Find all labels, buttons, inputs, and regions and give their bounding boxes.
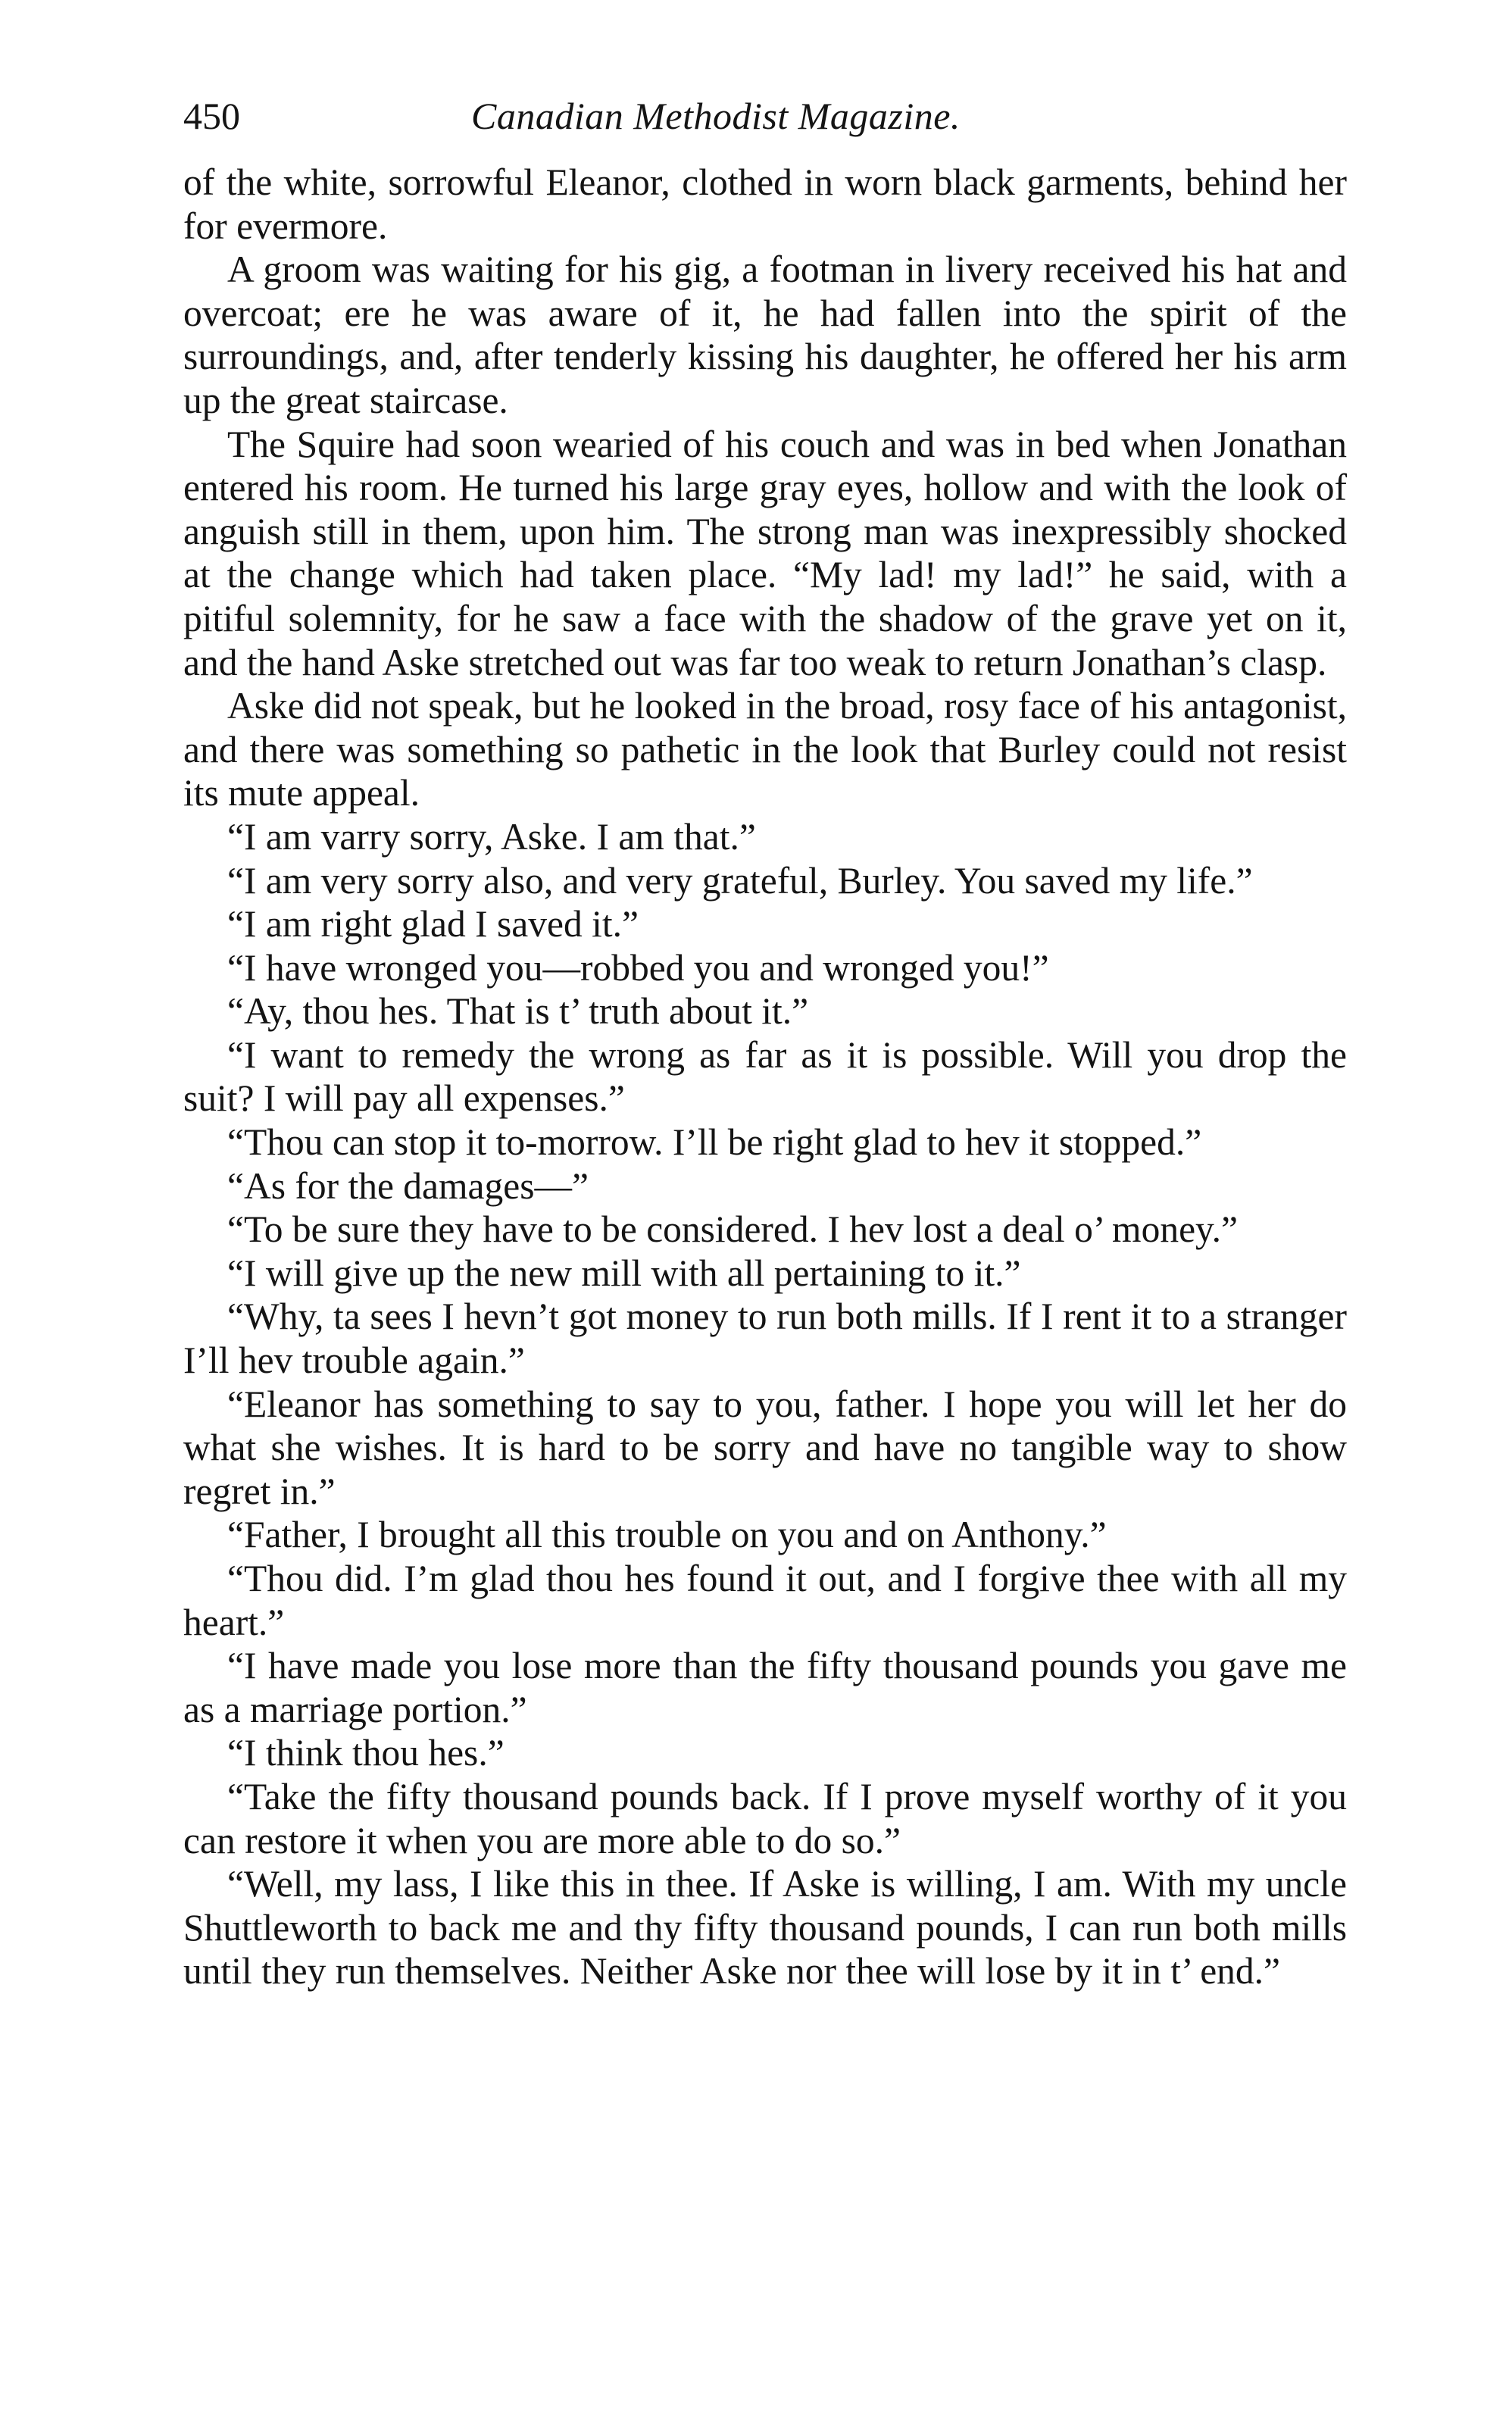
paragraph-continued: of the white, sorrowful Eleanor, clothed in worn black garments, behind her for evermore.: [183, 161, 1347, 247]
page-header: [183, 88, 1347, 144]
dialogue-line: “Why, ta sees I hevn’t got money to run both mills. If I rent it to a stranger I’ll hev trouble again.”: [183, 1296, 1347, 1382]
dialogue-line: “I have made you lose more than the fifty thousand pounds you gave me as a marriage portion.”: [183, 1645, 1347, 1730]
dialogue-line: “Thou did. I’m glad thou hes found it out, and I forgive thee with all my heart.”: [183, 1558, 1347, 1643]
dialogue-line: “Eleanor has something to say to you, father. I hope you will let her do what she wishes. It is hard to be sorry and have no tangible way to show regret in.”: [183, 1383, 1347, 1512]
book-page: [183, 88, 1347, 1993]
dialogue-line: “I think thou hes.”: [227, 1732, 505, 1774]
page-number: 450: [183, 95, 240, 137]
dialogue-line: “I want to remedy the wrong as far as it is possible. Will you drop the suit? I will pay all expenses.”: [183, 1033, 1347, 1120]
dialogue-line: “Well, my lass, I like this in thee. If Aske is willing, I am. With my uncle Shuttleworth to back me and thy fifty thousand pounds, I can run both mills until they run themselves. Neither Aske nor thee will lose by it in t’ end.”: [183, 1863, 1347, 1992]
dialogue-line: “To be sure they have to be considered. I hev lost a deal o’ money.”: [227, 1208, 1238, 1251]
paragraph: The Squire had soon wearied of his couch and was in bed when Jonathan entered his room. He turned his large gray eyes, hollow and with the look of anguish still in them, upon him. The strong man was inexpressibly shocked at the change which had taken place. “My lad! my lad!” he said, with a pitiful solemnity, for he saw a face with the shadow of the grave yet on it, and the hand Aske stretched out was far too weak to return Jonathan’s clasp.: [183, 423, 1347, 683]
paragraph: Aske did not speak, but he looked in the broad, rosy face of his antagonist, and there was something so pathetic in the look that Burley could not resist its mute appeal.: [183, 685, 1347, 814]
body-text: [183, 161, 1347, 1993]
paragraph: A groom was waiting for his gig, a footman in livery received his hat and overcoat; ere he was aware of it, he had fallen into the spirit of the surroundings, and, after tenderly kissing his daughter, he offered her his arm up the great staircase.: [183, 248, 1347, 421]
dialogue-line: “Ay, thou hes. That is t’ truth about it.”: [227, 990, 809, 1033]
dialogue-line: “I am varry sorry, Aske. I am that.”: [227, 815, 756, 858]
dialogue-line: “I am very sorry also, and very grateful, Burley. You saved my life.”: [227, 859, 1253, 902]
dialogue-line: “I am right glad I saved it.”: [227, 903, 639, 945]
dialogue-line: “Take the fifty thousand pounds back. If I prove myself worthy of it you can restore it when you are more able to do so.”: [183, 1775, 1347, 1861]
dialogue-line: “Thou can stop it to-morrow. I’ll be right glad to hev it stopped.”: [227, 1121, 1202, 1164]
dialogue-line: “Father, I brought all this trouble on you and on Anthony.”: [227, 1514, 1107, 1556]
running-title: Canadian Methodist Magazine.: [471, 95, 961, 137]
dialogue-line: “I have wronged you—robbed you and wronged you!”: [227, 946, 1049, 989]
dialogue-line: “I will give up the new mill with all pertaining to it.”: [227, 1252, 1021, 1294]
dialogue-line: “As for the damages—”: [227, 1164, 589, 1207]
